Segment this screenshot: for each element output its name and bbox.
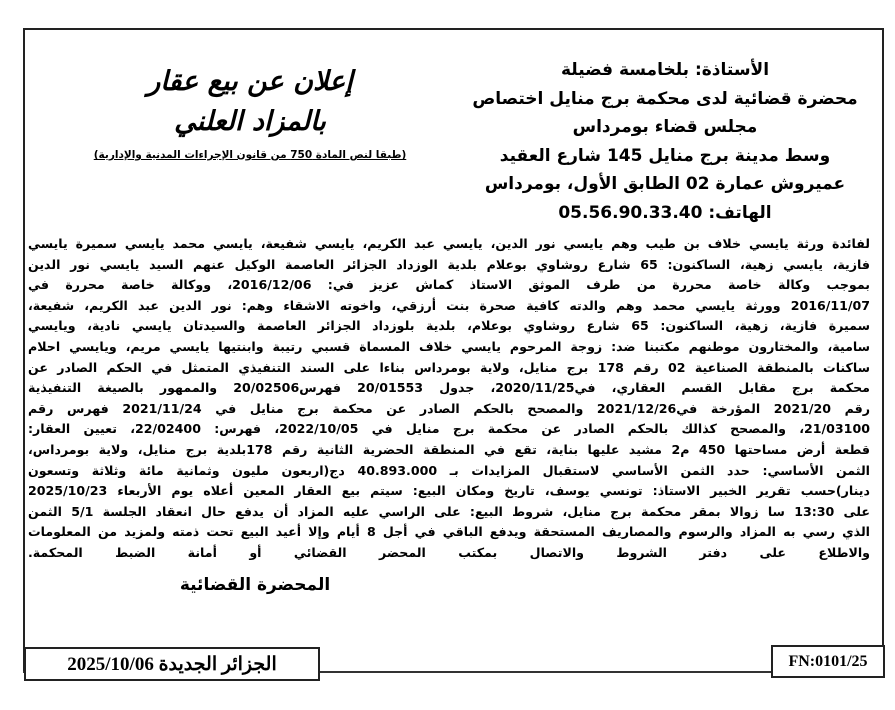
body-line: لفائدة ورثة يايسي خلاف بن طيب وهم يايسي نور الدين، يايسي عبد الكريم، يايسي شفيعة، يايسي محمد يايسي سميرة يايسي: [28, 236, 870, 251]
body-line: سامية، والمختارون موطنهم مكتبنا ضد: زوجة المرحوم يايسي خلاف المسماة قسبي رتيبة وابنتيها يايسي مريم، ويايسي احلام: [28, 338, 870, 354]
notice-title: [40, 62, 460, 142]
reference-number: FN:0101/25: [788, 652, 868, 670]
bailiff-jurisdiction: محضرة قضائية لدى محكمة برج منايل اختصاص: [472, 88, 858, 109]
notice-title-line2: بالمزاد العلني: [174, 106, 326, 137]
notice-body: [28, 234, 870, 564]
signature: المحضرة القضائية: [179, 575, 331, 595]
body-line: الثمن الأساسي: حدد الثمن الأساسي لاستقبال المزايدات بـ 40.893.000 دج(اربعون مليون وثمانية مائة وثلاثة وتسعون: [28, 462, 870, 478]
publication-box: [24, 647, 320, 681]
notice-title-line1: إعلان عن بيع عقار: [147, 66, 353, 97]
body-line: قطعة أرض مساحتها 450 م2 مشيد عليها بناية، تقع في المنطقة الحضرية الثانية رقم 178بلدية برج منايل، ولاية بومرداس،: [28, 441, 870, 457]
body-line: سميرة فازية، زهية، الساكنون: 65 شارع روشاوي بوعلام، بلدية بلوزداد الجزائر العاصمة والسيدتان يايسي نادية، ويايسي: [28, 318, 870, 334]
bailiff-address-line2: عميروش عمارة 02 الطابق الأول، بومرداس: [484, 174, 846, 194]
notice-legal-reference: (طبقا لنص المادة 750 من قانون الإجراءات المدنية والإدارية): [93, 149, 407, 161]
bailiff-council: مجلس قضاء بومرداس: [572, 117, 758, 137]
body-line: محكمة برج مقابل القسم العقاري، في2020/11/25، جدول 20/01553 فهرس20/02506 والممهور بالصيغة التنفيذية: [28, 380, 870, 396]
body-line: بموجب وكالة خاصة محررة من طرف الموثق الاستاذ كماش عزيز في: 2016/12/06، ووكالة خاصة محررة في: [28, 277, 870, 293]
bailiff-address-line1: وسط مدينة برج منايل 145 شارع العقيد: [499, 145, 831, 166]
bailiff-phone: الهاتف: 05.56.90.33.40: [558, 202, 772, 223]
body-line: والاطلاع على دفتر الشروط والاتصال بمكتب المحضر القضائي أو أمانة الضبط المحكمة.: [28, 544, 870, 560]
body-line: الذي رسي به المزاد والرسوم والمصاريف المستحقة ويدفع الباقي في أجل 8 أيام وإلا أعيد البيع تحت ذمته ولمزيد من المعلومات: [28, 524, 870, 540]
body-line: فازية، يايسي زهية، الساكنون: 65 شارع روشاوي بوعلام بلدية الوزداد الجزائر العاصمة الوكيل عنهم السيد يايسي نور الدين: [28, 256, 870, 272]
body-line: رقم 2021/20 المؤرخة في2021/12/26 والمصحح بالحكم الصادر عن محكمة برج منايل في 2021/11/24 فهرس رقم: [28, 400, 870, 416]
publication-name-date: الجزائر الجديدة 2025/10/06: [67, 653, 277, 675]
bailiff-name: الأستاذة: بلخامسة فضيلة: [560, 60, 770, 80]
body-line: 2016/11/07 وورثة يايسي محمد وهم والدته كافية صحرة بنت أرزقي، واخوته الاشقاء وهم: نور الدين عبد الكريم، شفيعة،: [28, 297, 870, 313]
body-line: ساكنات بالمنطقة الصناعية 02 رقم 178 برج منايل، ولاية بومرداس بناءا على السند التنفيذي المتمثل في الحكم الصادر عن: [28, 359, 870, 375]
body-line: على 13:30 سا زوالا بمقر محكمة برج منايل، شروط البيع: على الراسي عليه المزاد أن يدفع حال انعقاد الجلسة 5/1 الثمن: [28, 503, 870, 519]
bailiff-office-header: [450, 56, 880, 227]
reference-box: [771, 645, 885, 678]
body-line: دينار)حسب تقرير الخبير الاستاذ: تونسي يوسف، تاريخ ومكان البيع: سيتم بيع العقار المعين أعلاه يوم الأربعاء 2025/10/23: [28, 483, 870, 499]
body-line: 21/03100، والمصحح كذالك بالحكم الصادر عن محكمة برج منايل في 2022/10/05، فهرس: 22/02400، تعيين العقار:: [28, 421, 870, 437]
